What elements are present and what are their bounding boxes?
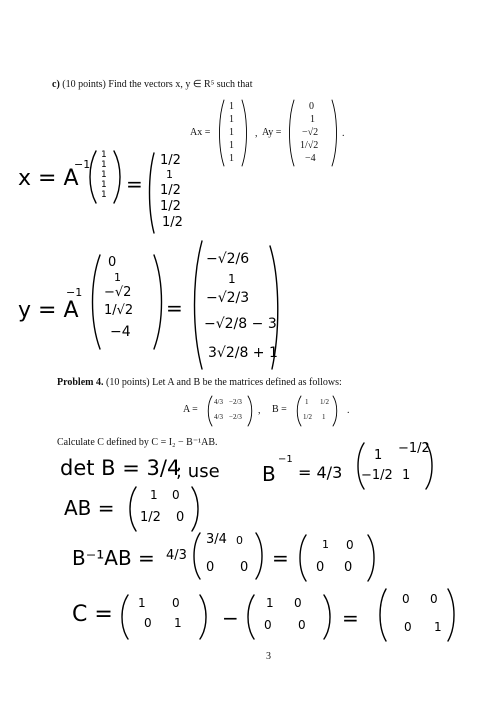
- ay-rhs-entry: −4: [305, 153, 316, 164]
- hw-x-vector-entry: 1: [101, 160, 107, 170]
- matrix-b-cell: 1/2: [303, 413, 312, 421]
- hw-binv-cell: −1/2: [361, 468, 393, 483]
- hw-binvab-result-cell: 0: [346, 538, 354, 552]
- comma: ,: [255, 128, 258, 139]
- part-c-text: Find the vectors x, y ∈ R⁵ such that: [108, 79, 253, 90]
- hw-y-lhs: y = A: [18, 298, 79, 323]
- hw-subtract-cell: 0: [294, 596, 302, 610]
- ax-rhs-entry: 1: [229, 140, 234, 151]
- hw-y-vector-entry: −4: [110, 324, 131, 340]
- hw-subtract-cell: 1: [266, 596, 274, 610]
- ax-rhs-entry: 1: [229, 114, 234, 125]
- ay-rhs-entry: 0: [309, 101, 314, 112]
- ay-rhs-entry: 1: [310, 114, 315, 125]
- ax-lhs: Ax =: [190, 127, 211, 138]
- hw-x-vector-entry: 1: [101, 190, 107, 200]
- hw-ab-brackets: [128, 484, 202, 534]
- hw-x-result-entry: 1/2: [160, 199, 181, 214]
- hw-binvab-inner-cell: 0: [236, 534, 243, 547]
- problem4-points: (10 points): [105, 377, 150, 388]
- hw-x-result-entry: 1/2: [162, 215, 183, 230]
- hw-y-result-entry: −√2/6: [206, 251, 250, 267]
- hw-minus: −: [222, 606, 239, 630]
- matrix-a-cell: −2/3: [229, 398, 242, 406]
- ax-rhs-entry: 1: [229, 101, 234, 112]
- hw-x-result-entry: 1/2: [160, 183, 181, 198]
- ax-rhs-entry: 1: [229, 127, 234, 138]
- hw-subtract-brackets: [246, 592, 334, 642]
- part-c-label: c): [52, 79, 60, 90]
- hw-binvab-inner-cell: 0: [206, 560, 215, 575]
- hw-binvab-result-brackets: [298, 532, 378, 584]
- hw-c-result-cell: 0: [404, 620, 412, 634]
- matrix-b-brackets: [296, 394, 338, 428]
- hw-y-result-entry: −√2/3: [206, 290, 250, 306]
- problem4-text: Let A and B be the matrices defined as follows:: [152, 377, 342, 388]
- hw-identity-cell: 0: [144, 616, 152, 630]
- hw-identity-cell: 0: [172, 596, 180, 610]
- ax-rhs-entry: 1: [229, 153, 234, 164]
- matrix-b-label: B =: [272, 404, 287, 415]
- hw-subtract-cell: 0: [264, 618, 272, 632]
- hw-binvab-result-cell: 0: [344, 560, 353, 575]
- hw-y-result-entry: 3√2/8 + 1: [208, 345, 278, 361]
- hw-binvab-result-cell: 1: [322, 538, 329, 551]
- hw-binvab-equals: =: [272, 546, 289, 570]
- ay-rhs-entry: −√2: [302, 127, 319, 138]
- hw-x-result-entry: 1: [166, 168, 173, 181]
- hw-c-label: C =: [72, 602, 113, 627]
- hw-ab-cell: 0: [176, 510, 185, 525]
- hw-x-vector-entry: 1: [101, 170, 107, 180]
- hw-c-result-cell: 0: [430, 592, 438, 606]
- hw-binvab-inner-cell: 0: [240, 560, 249, 575]
- ay-lhs: Ay =: [262, 127, 282, 138]
- hw-c-result-brackets: [378, 586, 458, 644]
- hw-x-lhs: x = A: [18, 166, 79, 191]
- hw-x-vector-entry: 1: [101, 180, 107, 190]
- matrix-a-label: A =: [183, 404, 198, 415]
- hw-binv-eq: = 4/3: [298, 463, 343, 482]
- hw-y-result-entry: 1: [228, 272, 236, 286]
- hw-use: ; use: [176, 461, 220, 482]
- hw-x-vector-entry: 1: [101, 150, 107, 160]
- comma: ,: [258, 405, 261, 416]
- hw-ab-cell: 0: [172, 488, 180, 502]
- hw-binv-label: B: [262, 462, 276, 486]
- hw-c-result-cell: 1: [434, 620, 442, 634]
- hw-binv-cell: 1: [402, 468, 411, 483]
- hw-subtract-cell: 0: [298, 618, 306, 632]
- page-number: 3: [266, 651, 271, 662]
- hw-x-equals: =: [126, 172, 143, 196]
- matrix-b-cell: 1: [322, 413, 326, 421]
- matrix-a-cell: 4/3: [214, 413, 223, 421]
- problem4-title: Problem 4.: [57, 377, 104, 388]
- matrix-a-cell: 4/3: [214, 398, 223, 406]
- hw-identity-cell: 1: [138, 596, 146, 610]
- hw-x-inverse: −1: [74, 158, 91, 171]
- hw-c-result-cell: 0: [402, 592, 410, 606]
- hw-binv-sup: −1: [278, 454, 293, 465]
- hw-binvab-inner-cell: 3/4: [206, 532, 227, 547]
- hw-ab-cell: 1/2: [140, 510, 161, 525]
- hw-y-vector-entry: 1: [114, 271, 121, 284]
- hw-x-result-entry: 1/2: [160, 153, 181, 168]
- hw-ab-label: AB =: [64, 496, 115, 520]
- hw-binvab-label: B⁻¹AB =: [72, 546, 155, 570]
- part-c-points: (10 points): [62, 79, 106, 90]
- matrix-b-cell: 1: [305, 398, 309, 406]
- ay-rhs-entry: 1/√2: [300, 140, 319, 151]
- period: .: [347, 405, 350, 416]
- period: .: [342, 128, 345, 139]
- hw-binv-cell: −1/2: [398, 441, 430, 456]
- hw-identity-cell: 1: [174, 616, 182, 630]
- hw-binvab-result-cell: 0: [316, 560, 325, 575]
- hw-c-equals: =: [342, 606, 359, 630]
- matrix-a-cell: −2/3: [229, 413, 242, 421]
- hw-y-result-entry: −√2/8 − 3: [204, 316, 277, 332]
- hw-identity-brackets: [120, 592, 210, 642]
- problem4-task: Calculate C defined by C = I₂ − B⁻¹AB.: [57, 437, 218, 448]
- matrix-b-cell: 1/2: [320, 398, 329, 406]
- hw-y-vector-entry: 0: [108, 255, 117, 270]
- hw-y-inverse: −1: [66, 286, 83, 299]
- part-c-statement: [52, 79, 253, 90]
- hw-binvab-inner-brackets: [192, 530, 266, 582]
- hw-y-equals: =: [166, 296, 183, 320]
- problem4-statement: [57, 377, 342, 388]
- hw-binvab-scalar: 4/3: [166, 548, 187, 563]
- hw-y-vector-entry: −√2: [104, 285, 132, 300]
- hw-binv-cell: 1: [374, 448, 383, 463]
- hw-ab-cell: 1: [150, 488, 158, 502]
- hw-det-line: det B = 3/4: [60, 456, 181, 480]
- hw-y-vector-entry: 1/√2: [104, 303, 134, 318]
